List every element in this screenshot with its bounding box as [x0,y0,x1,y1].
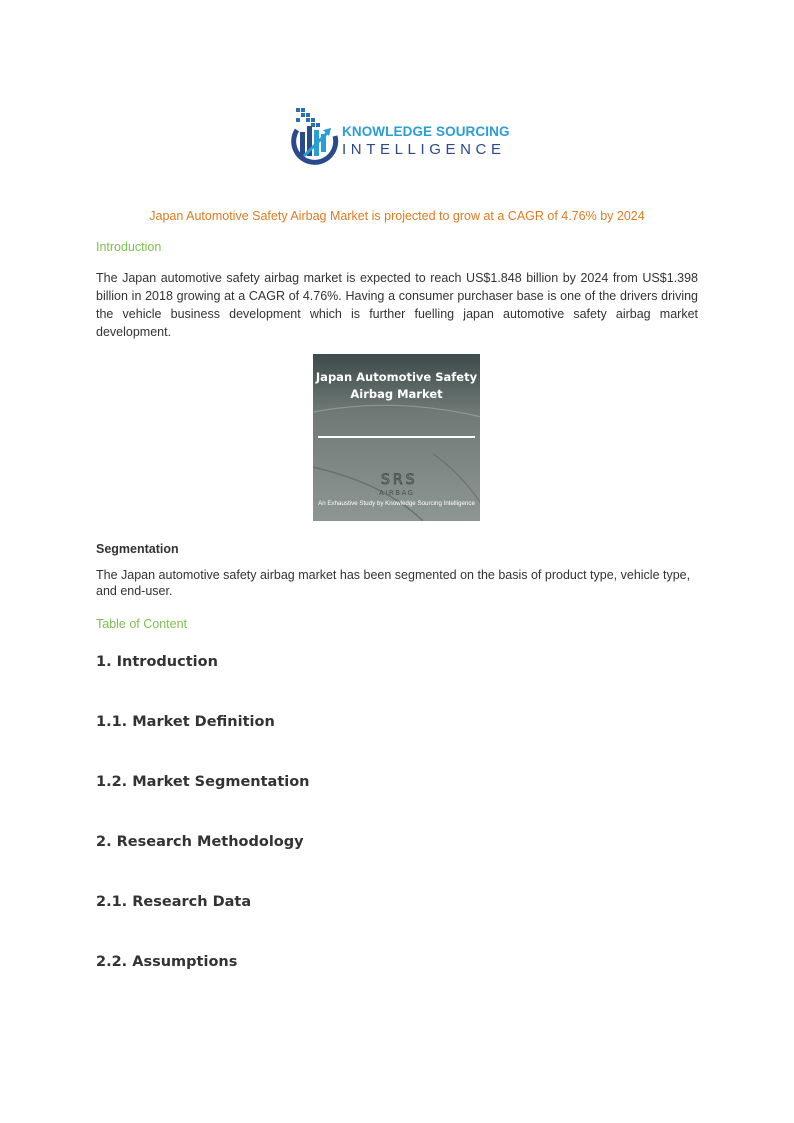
logo-text-line2: INTELLIGENCE [342,141,506,158]
cover-divider [318,436,475,438]
toc-heading: Table of Content [96,617,188,631]
toc-item: 1.1. Market Definition [96,714,275,730]
cover-emblem-airbag: AIRBAG [379,489,415,497]
logo-emblem-icon [290,104,342,166]
table-of-contents [96,654,696,1014]
toc-item: 2.2. Assumptions [96,954,238,970]
cover-title [313,369,480,403]
toc-item: 1. Introduction [96,654,218,670]
toc-item: 1.2. Market Segmentation [96,774,310,790]
document-title: Japan Automotive Safety Airbag Market is projected to grow at a CAGR of 4.76% by 2024 [149,209,645,223]
report-cover-image [313,354,480,521]
toc-item: 2. Research Methodology [96,834,304,850]
intro-heading: Introduction [96,240,162,254]
logo-text-line1: KNOWLEDGE SOURCING [342,124,510,139]
intro-paragraph: The Japan automotive safety airbag market is expected to reach US$1.848 billion by 2024 from US$1.398 billion in 2018 growing at a CAGR of 4.76%. Having a consumer purchaser base is one of the drivers driving the vehicle business development which is further fuelling japan automotive safety airbag market development. [96,271,698,339]
company-logo [290,104,510,166]
toc-item: 2.1. Research Data [96,894,252,910]
cover-subtitle: An Exhaustive Study by Knowledge Sourcing Intelligence [318,500,475,507]
cover-emblem-srs: SRS [381,472,418,488]
segmentation-heading: Segmentation [96,542,179,556]
cover-title-line1: Japan Automotive Safety [315,370,478,384]
cover-title-line2: Airbag Market [350,387,443,401]
segmentation-paragraph: The Japan automotive safety airbag market has been segmented on the basis of product type, vehicle type, and end-user. [96,568,691,598]
